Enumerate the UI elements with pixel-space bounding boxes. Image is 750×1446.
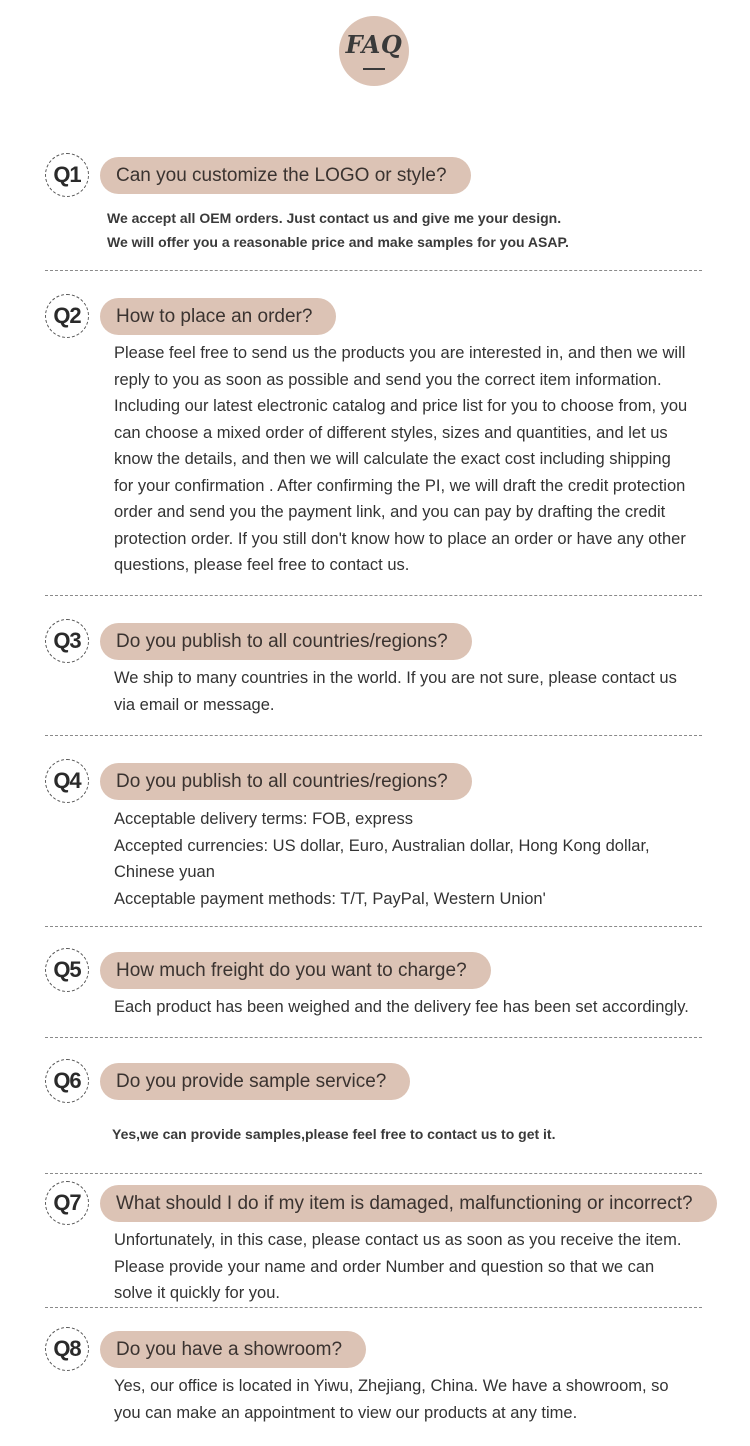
- answer-line: Please feel free to send us the products you are interested in, and then we will: [114, 344, 686, 362]
- q3-question: Do you publish to all countries/regions?: [100, 623, 472, 660]
- answer-line: know the details, and then we will calculate the exact cost including shipping: [114, 450, 671, 468]
- answer-line: order and send you the payment link, and you can pay by drafting the credit: [114, 503, 666, 521]
- answer-line: Acceptable delivery terms: FOB, express: [114, 810, 413, 828]
- q1-answer: [107, 206, 697, 254]
- answer-line: Chinese yuan: [114, 863, 215, 881]
- q5-answer: [114, 994, 704, 1021]
- answer-line: Yes,we can provide samples,please feel free to contact us to get it.: [112, 1126, 556, 1142]
- q7-number-badge: Q7: [45, 1181, 89, 1225]
- answer-line: reply to you as soon as possible and send you the correct item information.: [114, 370, 662, 389]
- q8-answer: [114, 1373, 704, 1426]
- answer-line: Accepted currencies: US dollar, Euro, Australian dollar, Hong Kong dollar,: [114, 836, 650, 855]
- divider: [45, 1173, 702, 1174]
- q1-question: Can you customize the LOGO or style?: [100, 157, 471, 194]
- q7-question: What should I do if my item is damaged, malfunctioning or incorrect?: [100, 1185, 717, 1222]
- q2-number-badge: Q2: [45, 294, 89, 338]
- q6-number-badge: Q6: [45, 1059, 89, 1103]
- q3-number-badge: Q3: [45, 619, 89, 663]
- page-title: FAQ: [345, 30, 403, 59]
- answer-line: Including our latest electronic catalog and price list for you to choose from, you: [114, 397, 688, 415]
- answer-line: you can make an appointment to view our products at any time.: [114, 1403, 578, 1422]
- answer-line: Yes, our office is located in Yiwu, Zhejiang, China. We have a showroom, so: [114, 1377, 669, 1395]
- q7-answer: [114, 1227, 704, 1307]
- divider: [45, 1037, 702, 1038]
- q2-question: How to place an order?: [100, 298, 336, 335]
- q4-question: Do you publish to all countries/regions?: [100, 763, 472, 800]
- title-underline: [363, 68, 385, 70]
- q5-question: How much freight do you want to charge?: [100, 952, 491, 989]
- answer-line: Unfortunately, in this case, please contact us as soon as you receive the item.: [114, 1231, 682, 1249]
- answer-line: Acceptable payment methods: T/T, PayPal, Western Union': [114, 889, 546, 908]
- q1-number-badge: Q1: [45, 153, 89, 197]
- divider: [45, 1307, 702, 1308]
- q6-question: Do you provide sample service?: [100, 1063, 410, 1100]
- answer-line: solve it quickly for you.: [114, 1284, 280, 1302]
- answer-line: via email or message.: [114, 695, 275, 714]
- q3-answer: [114, 665, 704, 718]
- q4-answer: [114, 806, 704, 912]
- answer-line: protection order. If you still don't know how to place an order or have any other: [114, 529, 686, 548]
- answer-line: can choose a mixed order of different styles, sizes and quantities, and let us: [114, 423, 668, 442]
- answer-line: for your confirmation . After confirming the PI, we will draft the credit protection: [114, 476, 686, 495]
- divider: [45, 270, 702, 271]
- answer-line: Each product has been weighed and the delivery fee has been set accordingly.: [114, 998, 689, 1016]
- q6-answer: [112, 1122, 702, 1146]
- divider: [45, 926, 702, 927]
- q2-answer: [114, 340, 704, 579]
- q8-number-badge: Q8: [45, 1327, 89, 1371]
- answer-line: We accept all OEM orders. Just contact us and give me your design.: [107, 210, 562, 226]
- q4-number-badge: Q4: [45, 759, 89, 803]
- q5-number-badge: Q5: [45, 948, 89, 992]
- answer-line: We will offer you a reasonable price and make samples for you ASAP.: [107, 234, 569, 250]
- answer-line: questions, please feel free to contact us.: [114, 556, 410, 574]
- q8-question: Do you have a showroom?: [100, 1331, 366, 1368]
- divider: [45, 595, 702, 596]
- faq-title-badge: [339, 16, 409, 86]
- divider: [45, 735, 702, 736]
- answer-line: We ship to many countries in the world. If you are not sure, please contact us: [114, 669, 677, 687]
- answer-line: Please provide your name and order Number and question so that we can: [114, 1257, 655, 1276]
